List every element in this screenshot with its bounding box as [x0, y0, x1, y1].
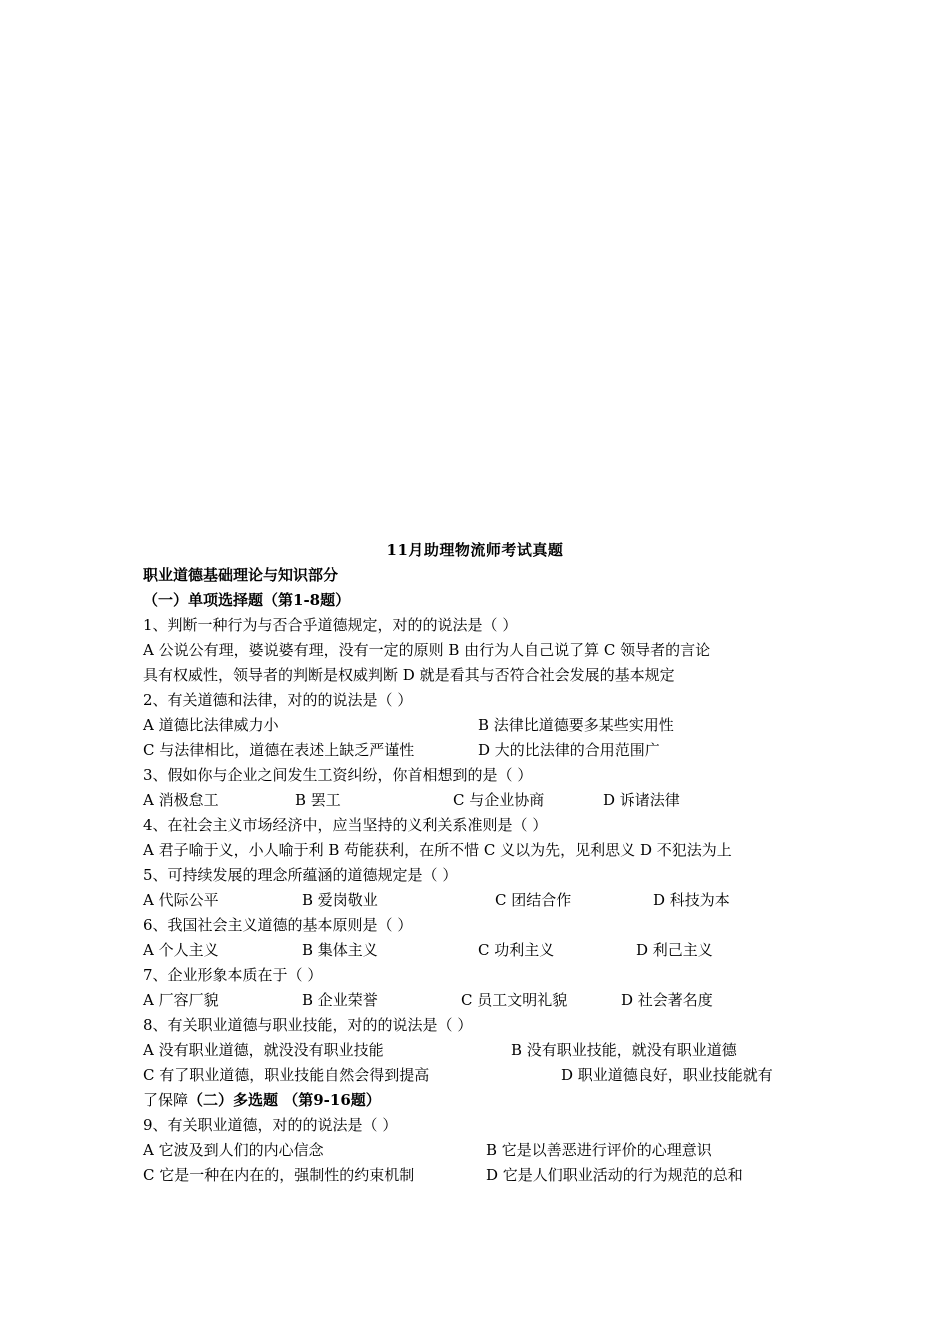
question-stem: 7、企业形象本质在于（ ） — [143, 966, 323, 984]
question-options-row — [143, 988, 813, 1013]
option-d: D 职业道德良好，职业技能就有 — [561, 1066, 773, 1084]
option-c: C 与法律相比，道德在表述上缺乏严谨性 — [143, 741, 415, 759]
option-a: A 代际公平 — [143, 891, 219, 909]
option-c: C 它是一种在内在的，强制性的约束机制 — [143, 1166, 415, 1184]
option-d-continuation: 了保障 — [143, 1091, 189, 1109]
option-c: C 员工文明礼貌 — [461, 991, 568, 1009]
question-options-row — [143, 938, 813, 963]
question-options-row — [143, 788, 813, 813]
option-d: D 利己主义 — [636, 941, 713, 959]
part-heading: （二）多选题 （第9-16题） — [188, 1091, 381, 1109]
option-d: D 社会著名度 — [621, 991, 713, 1009]
question-options: A 君子喻于义，小人喻于利 B 苟能获利，在所不惜 C 义以为先，见利思义 D 不犯法为上 — [143, 841, 732, 859]
option-b: B 企业荣誉 — [302, 991, 378, 1009]
question-stem: 1、判断一种行为与否合乎道德规定，对的的说法是（ ） — [143, 616, 518, 634]
option-a: A 个人主义 — [143, 941, 219, 959]
section-heading: 职业道德基础理论与知识部分 — [143, 566, 339, 584]
question-stem: 3、假如你与企业之间发生工资纠纷，你首相想到的是（ ） — [143, 766, 533, 784]
option-d: D 诉诸法律 — [603, 791, 680, 809]
question-options-row — [143, 713, 813, 738]
question-stem: 2、有关道德和法律，对的的说法是（ ） — [143, 691, 413, 709]
question-options-row — [143, 738, 813, 763]
option-c: C 功利主义 — [478, 941, 555, 959]
question-stem: 5、可持续发展的理念所蕴涵的道德规定是（ ） — [143, 866, 458, 884]
question-options-row — [143, 1138, 813, 1163]
question-stem: 8、有关职业道德与职业技能，对的的说法是（ ） — [143, 1016, 473, 1034]
option-a: A 道德比法律威力小 — [143, 716, 279, 734]
question-options-row — [143, 1063, 813, 1088]
question-options-row — [143, 888, 813, 913]
option-c: C 团结合作 — [495, 891, 572, 909]
option-d: D 大的比法律的合用范围广 — [478, 741, 660, 759]
option-a: A 消极怠工 — [143, 791, 219, 809]
question-options-row — [143, 1088, 813, 1113]
question-options: A 公说公有理，婆说婆有理，没有一定的原则 B 由行为人自己说了算 C 领导者的言论 — [143, 641, 711, 659]
option-d: D 它是人们职业活动的行为规范的总和 — [486, 1166, 743, 1184]
option-b: B 爱岗敬业 — [302, 891, 378, 909]
option-b: B 没有职业技能，就没有职业道德 — [511, 1041, 737, 1059]
option-d: D 科技为本 — [653, 891, 730, 909]
question-options: 具有权威性，领导者的判断是权威判断 D 就是看其与否符合社会发展的基本规定 — [143, 666, 675, 684]
question-options-row — [143, 1163, 813, 1188]
question-stem: 4、在社会主义市场经济中，应当坚持的义利关系准则是（ ） — [143, 816, 548, 834]
option-c: C 有了职业道德，职业技能自然会得到提高 — [143, 1066, 430, 1084]
option-a: A 它波及到人们的内心信念 — [143, 1141, 324, 1159]
question-stem: 6、我国社会主义道德的基本原则是（ ） — [143, 916, 413, 934]
question-options-row — [143, 1038, 813, 1063]
question-stem: 9、有关职业道德，对的的说法是（ ） — [143, 1116, 398, 1134]
option-b: B 法律比道德要多某些实用性 — [478, 716, 674, 734]
option-b: B 罢工 — [295, 791, 341, 809]
part-heading: （一）单项选择题（第1-8题） — [143, 591, 351, 609]
document-body — [143, 563, 813, 1188]
document-title: 11月助理物流师考试真题 — [386, 541, 564, 559]
option-b: B 它是以善恶进行评价的心理意识 — [486, 1141, 712, 1159]
option-c: C 与企业协商 — [453, 791, 545, 809]
option-a: A 没有职业道德，就没没有职业技能 — [143, 1041, 384, 1059]
option-a: A 厂容厂貌 — [143, 991, 219, 1009]
option-b: B 集体主义 — [302, 941, 378, 959]
